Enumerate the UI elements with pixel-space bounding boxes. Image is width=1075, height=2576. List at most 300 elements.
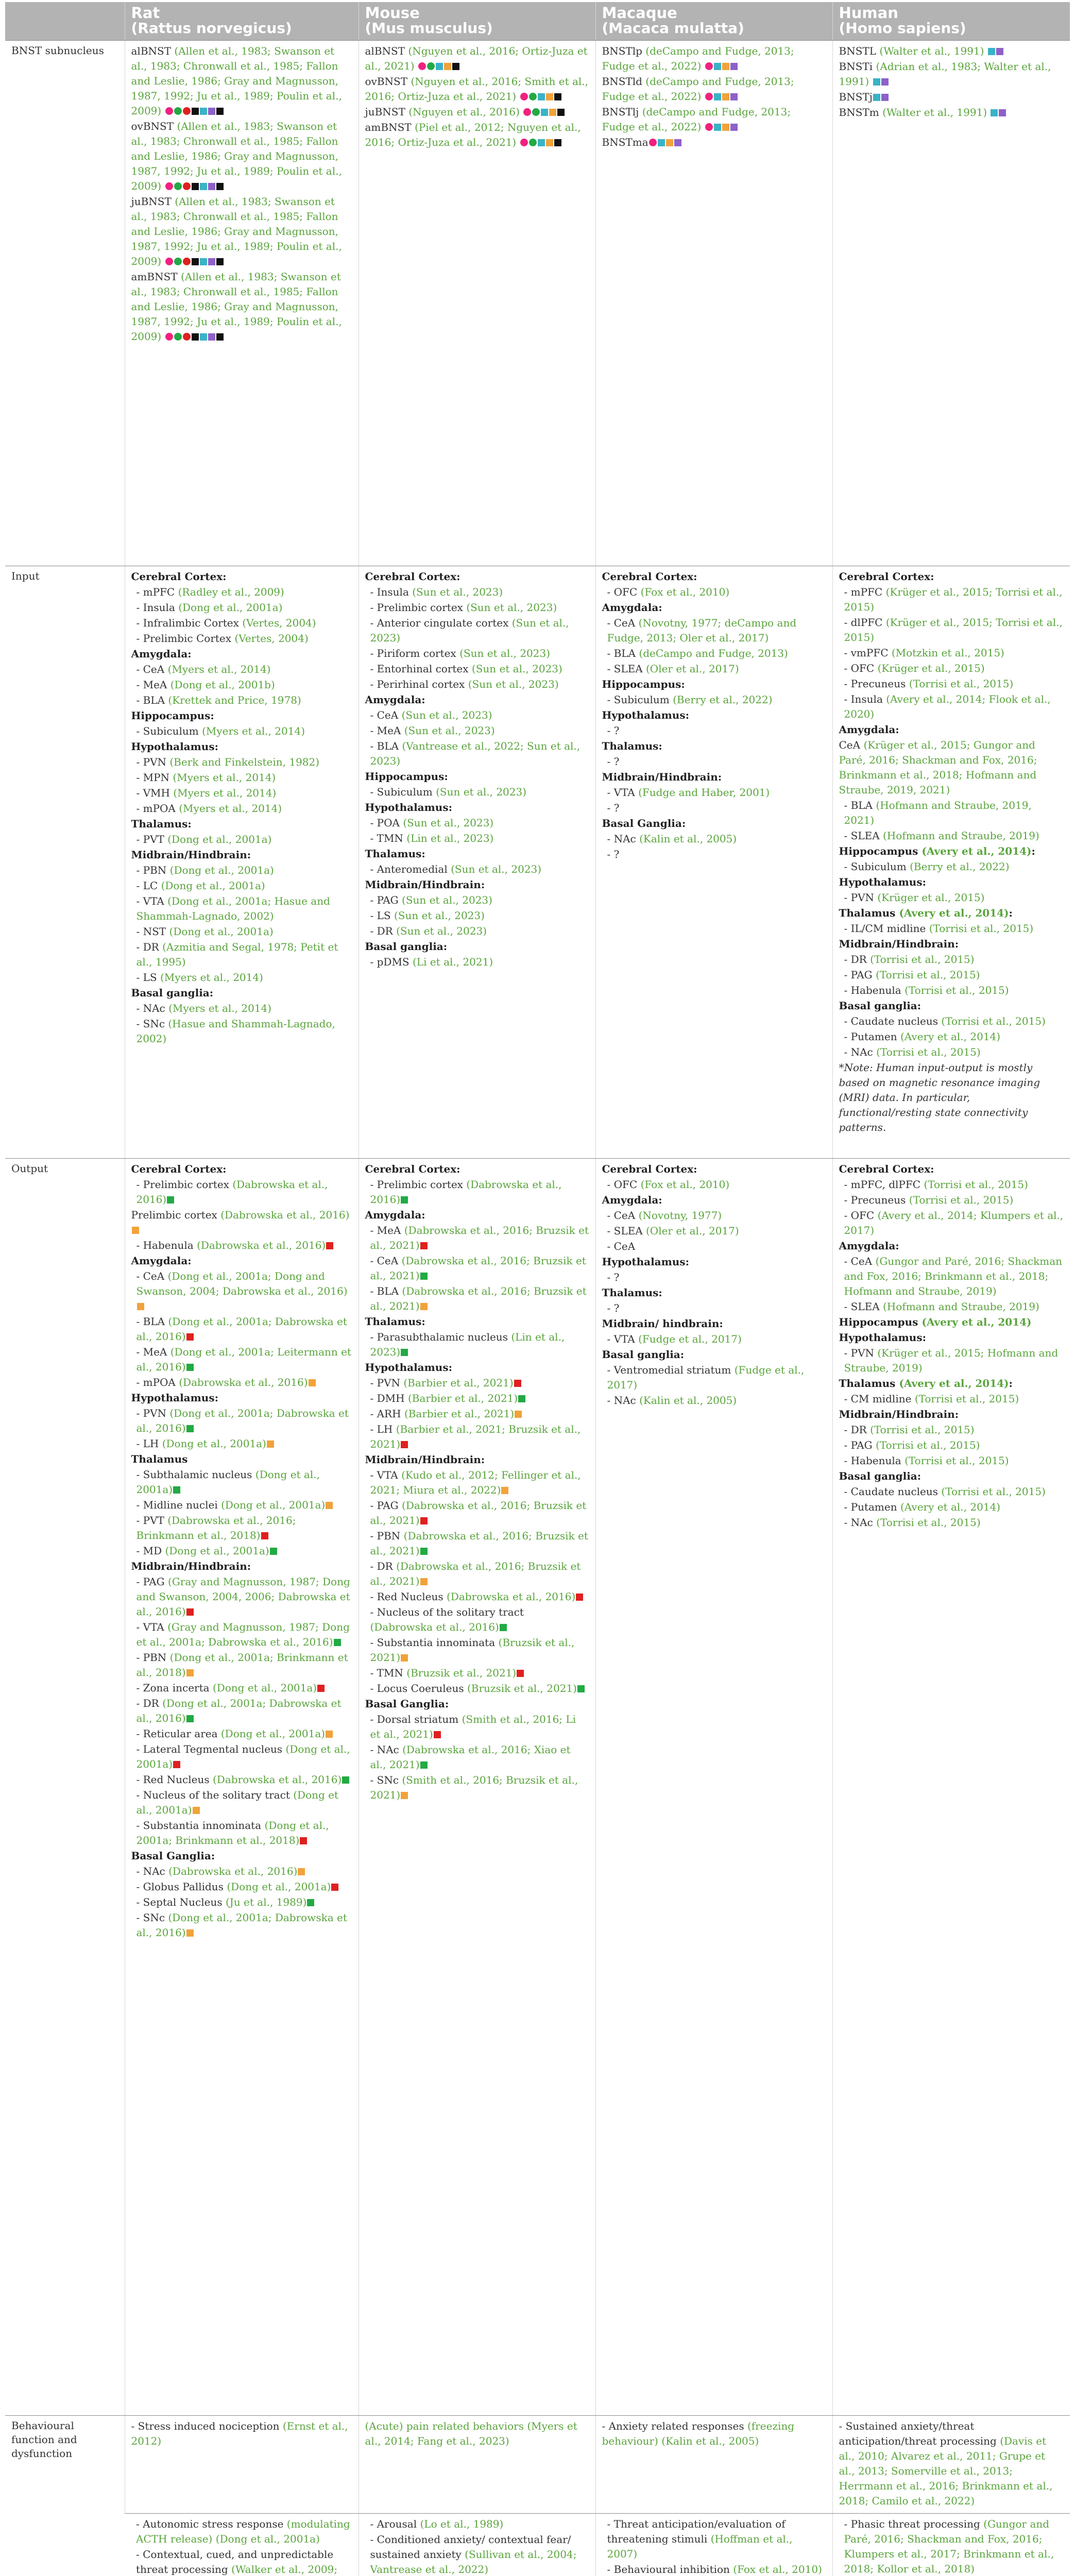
cell-marker — [183, 333, 191, 341]
entry-line: - Locus Coeruleus (Bruzsik et al., 2021) — [365, 1681, 589, 1696]
bnst-comparison-table — [5, 2, 1070, 2576]
entry-line: - Subiculum (Sun et al., 2023) — [370, 785, 527, 798]
entry-line: - Subiculum (Myers et al., 2014) — [136, 724, 305, 737]
entry-line: Midbrain/Hindbrain: — [131, 848, 251, 861]
entry-line: - MeA (Sun et al., 2023) — [370, 724, 495, 737]
entry-line: *Note: Human input-output is mostly based on magnetic resonance imaging (MRI) data. In particular, functional/resting state connectivity patterns. — [839, 1061, 1040, 1133]
nt-marker — [514, 1380, 521, 1387]
cell-marker — [165, 182, 173, 190]
entry-line: - BLA (Dong et al., 2001a; Dabrowska et al., 2016) — [136, 1315, 347, 1343]
entry-line: - Lateral Tegmental nucleus (Dong et al., 2001a) — [136, 1742, 350, 1770]
nt-marker — [401, 1654, 408, 1662]
entry-line: - CeA — [607, 1240, 636, 1252]
entry-line: - ? — [607, 755, 620, 768]
entry-line: - Subiculum (Berry et al., 2022) — [844, 860, 1010, 873]
entry-line: - DMH (Barbier et al., 2021) — [365, 1391, 589, 1406]
entry-line: - Habenula (Torrisi et al., 2015) — [844, 984, 1009, 996]
cell-marker — [216, 333, 224, 341]
cell-marker — [991, 109, 998, 116]
entry-line: - Reticular area (Dong et al., 2001a) — [131, 1726, 352, 1741]
entry-line: - mPOA (Dabrowska et al., 2016) — [131, 1375, 352, 1390]
cell-beh1-macaque — [595, 2415, 832, 2513]
cell-marker — [705, 93, 713, 100]
row-input — [5, 566, 1070, 1158]
entry-line: - Infralimbic Cortex (Vertes, 2004) — [136, 616, 316, 629]
nt-marker — [401, 1196, 408, 1204]
header-mouse-label: Mouse — [365, 4, 420, 22]
cell-marker — [200, 333, 207, 341]
entry-line: Amygdala: — [839, 723, 899, 736]
cell-marker — [174, 258, 182, 265]
header-row — [5, 2, 1070, 40]
nt-marker — [326, 1242, 333, 1249]
nt-marker — [298, 1868, 305, 1875]
cell-marker — [538, 93, 545, 100]
cell-marker — [541, 109, 548, 116]
entry-line: - mPFC, dlPFC (Torrisi et al., 2015) — [844, 1178, 1028, 1191]
entry-line: - SLEA (Hofmann and Straube, 2019) — [844, 829, 1039, 842]
entry-line: - PBN (Dabrowska et al., 2016; Bruzsik et al., 2021) — [370, 1529, 588, 1557]
subnucleus-entry: BNSTL (Walter et al., 1991) — [839, 44, 1064, 59]
cell-beh2-human — [832, 2513, 1070, 2576]
cell-marker — [427, 62, 435, 70]
subnucleus-entry: amBNST (Allen et al., 1983; Swanson et al., 1983; Chronwall et al., 1985; Fallon and Leslie, 1986; Gray and Magnusson, 1987, 1992; Ju et al., 1989; Poulin et al., 2009) — [131, 270, 342, 343]
entry-line: - Ventromedial striatum (Fudge et al., 2017) — [607, 1363, 805, 1391]
entry-line: Basal ganglia: — [365, 940, 448, 953]
entry-line: - Behavioural inhibition (Fox et al., 2010) — [607, 2563, 822, 2575]
cell-marker — [216, 183, 224, 190]
header-rat-label: Rat — [131, 4, 160, 22]
cell-marker — [165, 258, 173, 265]
nt-marker — [577, 1685, 585, 1692]
entry-line: - VTA (Fudge et al., 2017) — [607, 1332, 742, 1345]
entry-line: - PBN (Dong et al., 2001a) — [136, 863, 274, 876]
nt-marker — [434, 1731, 441, 1738]
entry-line: Basal ganglia: — [839, 999, 922, 1012]
entry-line: - PAG (Torrisi et al., 2015) — [844, 1438, 980, 1451]
cell-marker — [722, 93, 729, 100]
entry-line: Thalamus: — [602, 739, 662, 752]
entry-line: Hypothalamus: — [602, 1255, 689, 1268]
nt-marker — [186, 1608, 194, 1616]
cell-marker — [674, 139, 681, 146]
cell-marker — [165, 333, 173, 341]
cell-sub-macaque — [595, 40, 832, 566]
entry-line: - Precuneus (Torrisi et al., 2015) — [844, 677, 1014, 690]
entry-line: - DR (Dong et al., 2001a; Dabrowska et al., 2016) — [136, 1697, 342, 1724]
entry-line: - CeA (Dabrowska et al., 2016; Bruzsik et al., 2021) — [370, 1254, 586, 1282]
entry-line: - CM midline (Torrisi et al., 2015) — [844, 1392, 1019, 1405]
subnucleus-entry: BNSTi (Adrian et al., 1983; Walter et al., 1991) — [839, 60, 1051, 88]
entry-line: - ? — [607, 1270, 620, 1283]
entry-line: - PBN (Dong et al., 2001a; Brinkmann et al., 2018) — [136, 1651, 348, 1679]
entry-line: Midbrain/Hindbrain: — [839, 937, 959, 950]
cell-beh2-rat — [125, 2513, 359, 2576]
entry-line: - Septal Nucleus (Ju et al., 1989) — [131, 1895, 352, 1910]
subnucleus-entry: amBNST (Piel et al., 2012; Nguyen et al., 2016; Ortiz-Juza et al., 2021) — [365, 121, 581, 148]
cell-marker — [529, 93, 537, 100]
entry-line: Thalamus: — [365, 847, 425, 860]
header-human-label: Human — [839, 4, 898, 22]
entry-line: - NAc (Kalin et al., 2005) — [607, 1394, 737, 1406]
entry-line: Basal ganglia: — [131, 986, 214, 999]
cell-marker — [523, 108, 531, 116]
entry-line: - Caudate nucleus (Torrisi et al., 2015) — [844, 1485, 1046, 1498]
cell-beh1-human — [832, 2415, 1070, 2513]
cell-marker — [208, 258, 215, 265]
entry-line: - MPN (Myers et al., 2014) — [136, 771, 276, 784]
entry-line: Amygdala: — [602, 1193, 662, 1206]
cell-sub-human — [832, 40, 1070, 566]
entry-line: - PVN (Krüger et al., 2015) — [844, 891, 985, 904]
entry-line: Thalamus (Avery et al., 2014): — [839, 906, 1013, 919]
nt-marker — [307, 1899, 314, 1906]
entry-line: Hippocampus: — [365, 770, 448, 783]
entry-line: - SLEA (Oler et al., 2017) — [607, 662, 739, 675]
entry-line: Midbrain/ hindbrain: — [602, 1317, 723, 1330]
nt-marker — [137, 1303, 144, 1310]
entry-line: Basal Ganglia: — [602, 817, 686, 829]
entry-line: Amygdala: — [131, 1254, 192, 1267]
nt-marker — [132, 1227, 139, 1234]
entry-line: - LC (Dong et al., 2001a) — [136, 879, 265, 892]
entry-line: - CeA (Dong et al., 2001a; Dong and Swanson, 2004; Dabrowska et al., 2016) — [131, 1269, 352, 1314]
entry-line: Hypothalamus: — [365, 801, 452, 814]
entry-line: Hippocampus (Avery et al., 2014): — [839, 844, 1035, 857]
nt-marker — [326, 1731, 333, 1738]
row-behaviour — [5, 2415, 1070, 2513]
entry-line: Cerebral Cortex: — [839, 1162, 934, 1175]
subnucleus-entry: BNSTlp (deCampo and Fudge, 2013; Fudge et al., 2022) — [602, 44, 794, 72]
cell-output-human — [832, 1158, 1070, 2415]
table-wrapper — [5, 2, 1070, 2576]
entry-line: Basal Ganglia: — [365, 1697, 449, 1710]
cell-input-mouse — [359, 566, 595, 1158]
entry-line: Hypothalamus: — [131, 1391, 218, 1404]
entry-line: - Prelimbic cortex (Dabrowska et al., 2016) — [370, 1178, 562, 1206]
entry-line: - Insula (Dong et al., 2001a) — [136, 601, 283, 614]
cell-marker — [873, 94, 880, 101]
entry-line: - CeA (Myers et al., 2014) — [136, 663, 271, 675]
entry-line: - SNc (Hasue and Shammah-Lagnado, 2002) — [136, 1017, 335, 1045]
entry-line: Cerebral Cortex: — [131, 570, 227, 583]
nt-marker — [420, 1761, 428, 1769]
cell-marker — [714, 93, 721, 100]
entry-line: - PAG (Torrisi et al., 2015) — [844, 968, 980, 981]
nt-marker — [500, 1624, 507, 1631]
entry-line: - Insula (Avery et al., 2014; Flook et al., 2020) — [844, 692, 1051, 720]
entry-line: - SNc (Dong et al., 2001a; Dabrowska et al., 2016) — [136, 1911, 347, 1939]
entry-line: - SNc (Smith et al., 2016; Bruzsik et al., 2021) — [370, 1773, 578, 1801]
entry-line: - OFC (Krüger et al., 2015) — [844, 662, 985, 674]
nt-marker — [420, 1548, 428, 1555]
entry-line: - MeA (Dong et al., 2001a; Leitermann et al., 2016) — [136, 1345, 352, 1373]
subnucleus-entry: ovBNST (Allen et al., 1983; Swanson et al., 1983; Chronwall et al., 1985; Fallon and Leslie, 1986; Gray and Magnusson, 1987, 1992; Ju et al., 1989; Poulin et al., 2009) — [131, 120, 342, 192]
cell-input-rat — [125, 566, 359, 1158]
entry-line: - Substantia innominata (Dong et al., 2001a; Brinkmann et al., 2018) — [136, 1819, 329, 1846]
cell-marker — [649, 139, 657, 146]
entry-line: - mPOA (Myers et al., 2014) — [136, 802, 282, 815]
nt-marker — [186, 1364, 194, 1371]
entry-line: - DR (Torrisi et al., 2015) — [844, 953, 975, 965]
entry-line: - Conditioned anxiety/ contextual fear/ sustained anxiety (Sullivan et al., 2004; Vantrease et al., 2022) — [370, 2533, 577, 2575]
cell-marker — [208, 108, 215, 115]
cell-input-macaque — [595, 566, 832, 1158]
nt-marker — [420, 1242, 428, 1249]
entry-line: - Dorsal striatum (Smith et al., 2016; Li et al., 2021) — [370, 1713, 576, 1740]
entry-line: - PAG (Gray and Magnusson, 1987; Dong and Swanson, 2004, 2006; Dabrowska et al., 2016) — [136, 1575, 350, 1618]
entry-line: - Red Nucleus (Dabrowska et al., 2016) — [131, 1772, 352, 1787]
entry-line: Amygdala: — [131, 647, 192, 660]
nt-marker — [401, 1349, 408, 1356]
row-subnucleus — [5, 40, 1070, 566]
entry-line: - Midline nuclei (Dong et al., 2001a) — [131, 1498, 352, 1513]
cell-input-human — [832, 566, 1070, 1158]
entry-line: Amygdala: — [839, 1239, 899, 1252]
entry-line: Basal ganglia: — [839, 1469, 922, 1482]
nt-marker — [270, 1548, 277, 1555]
entry-line: - Habenula (Torrisi et al., 2015) — [844, 1454, 1009, 1467]
entry-line: - Anterior cingulate cortex (Sun et al., 2023) — [370, 616, 569, 644]
nt-marker — [420, 1303, 428, 1310]
entry-line: - PVN (Berk and Finkelstein, 1982) — [136, 755, 320, 768]
header-macaque — [595, 2, 832, 40]
cell-marker — [444, 63, 451, 70]
entry-line: - Insula (Sun et al., 2023) — [370, 585, 503, 598]
header-corner — [5, 2, 125, 40]
entry-line: - Nucleus of the solitary tract (Dabrowska et al., 2016) — [370, 1605, 524, 1633]
cell-marker — [216, 108, 224, 115]
cell-marker — [881, 94, 889, 101]
nt-marker — [186, 1929, 194, 1937]
header-rat — [125, 2, 359, 40]
entry-line: Midbrain/Hindbrain: — [839, 1408, 959, 1420]
cell-marker — [192, 333, 199, 341]
entry-line: - PVN (Barbier et al., 2021) — [365, 1376, 589, 1391]
entry-line: - VMH (Myers et al., 2014) — [136, 786, 277, 799]
entry-line: - Threat anticipation/evaluation of threatening stimuli (Hoffman et al., 2007) — [607, 2517, 793, 2560]
cell-marker — [192, 258, 199, 265]
entry-line: Thalamus: — [365, 1315, 425, 1328]
subnucleus-entry: ovBNST (Nguyen et al., 2016; Smith et al., 2016; Ortiz-Juza et al., 2021) — [365, 75, 589, 103]
entry-line: - IL/CM midline (Torrisi et al., 2015) — [844, 922, 1034, 935]
entry-line: - CeA (Novotny, 1977; deCampo and Fudge, 2013; Oler et al., 2017) — [607, 616, 797, 644]
nt-marker — [420, 1517, 428, 1524]
cell-beh2-macaque — [595, 2513, 832, 2576]
row-output — [5, 1158, 1070, 2415]
entry-line: - Perirhinal cortex (Sun et al., 2023) — [370, 677, 559, 690]
header-human-species: (Homo sapiens) — [839, 20, 966, 37]
entry-line: - LH (Dong et al., 2001a) — [131, 1436, 352, 1451]
entry-line: - ? — [607, 724, 620, 737]
entry-line: Midbrain/Hindbrain: — [365, 1453, 485, 1466]
entry-line: - NAc (Kalin et al., 2005) — [607, 832, 737, 845]
entry-line: - PVT (Dong et al., 2001a) — [136, 833, 272, 845]
subnucleus-entry: juBNST (Allen et al., 1983; Swanson et al., 1983; Chronwall et al., 1985; Fallon and Leslie, 1986; Gray and Magnusson, 1987, 1992; Ju et al., 1989; Poulin et al., 2009) — [131, 195, 342, 267]
cell-sub-mouse — [359, 40, 595, 566]
cell-marker — [174, 182, 182, 190]
entry-line: - Caudate nucleus (Torrisi et al., 2015) — [844, 1014, 1046, 1027]
cell-marker — [192, 183, 199, 190]
nt-marker — [420, 1578, 428, 1585]
nt-marker — [173, 1761, 180, 1768]
entry-line: - MeA (Dong et al., 2001b) — [136, 678, 275, 691]
entry-line: - Phasic threat processing (Gungor and Paré, 2016; Shackman and Fox, 2016; Klumpers et al., 2017; Brinkmann et al., 2018; Kollor et al., 2018) — [844, 2517, 1054, 2575]
entry-line: - Substantia innominata (Bruzsik et al., 2021) — [370, 1636, 575, 1664]
cell-marker — [208, 183, 215, 190]
cell-marker — [183, 258, 191, 265]
nt-marker — [576, 1594, 583, 1601]
entry-line: - pDMS (Li et al., 2021) — [370, 955, 493, 968]
entry-line: - ? — [607, 801, 620, 814]
entry-line: - LH (Barbier et al., 2021; Bruzsik et al., 2021) — [370, 1422, 581, 1450]
cell-marker — [192, 108, 199, 115]
nt-marker — [309, 1379, 316, 1386]
entry-line: - Contextual, cued, and unpredictable threat processing (Walker et al., 2009; — [136, 2548, 338, 2575]
cell-marker — [730, 63, 738, 70]
entry-line: Hypothalamus: — [839, 875, 926, 888]
nt-marker — [515, 1411, 522, 1418]
cell-marker — [705, 62, 713, 70]
nt-marker — [267, 1440, 274, 1448]
behaviour-entry: - Stress induced nociception (Ernst et al., 2012) — [131, 2419, 348, 2447]
cell-marker — [216, 258, 224, 265]
entry-line: Hippocampus (Avery et al., 2014) — [839, 1315, 1032, 1328]
entry-line: Cerebral Cortex: — [602, 1162, 697, 1175]
cell-marker — [714, 63, 721, 70]
entry-line: - LS (Myers et al., 2014) — [136, 971, 263, 984]
entry-line: - BLA (deCampo and Fudge, 2013) — [607, 647, 788, 659]
behaviour-entry: - Anxiety related responses (freezing behaviour) (Kalin et al., 2005) — [602, 2419, 795, 2447]
entry-line: - Parasubthalamic nucleus (Lin et al., 2023) — [370, 1330, 565, 1358]
entry-line: - Habenula (Dabrowska et al., 2016) — [131, 1238, 352, 1253]
nt-marker — [173, 1486, 180, 1494]
entry-line: Thalamus: — [131, 817, 192, 830]
entry-line: Amygdala: — [365, 1208, 425, 1221]
cell-marker — [730, 124, 738, 131]
entry-line: - Anteromedial (Sun et al., 2023) — [370, 862, 542, 875]
nt-marker — [326, 1502, 333, 1509]
entry-line: - OFC (Fox et al., 2010) — [607, 585, 730, 598]
row-label-behaviour: Behavioural function and dysfunction — [5, 2415, 125, 2576]
entry-line: Hypothalamus: — [602, 708, 689, 721]
subnucleus-entry: BNSTlj (deCampo and Fudge, 2013; Fudge et al., 2022) — [602, 105, 791, 133]
entry-line: - MeA (Dabrowska et al., 2016; Bruzsik et al., 2021) — [370, 1224, 589, 1251]
cell-marker — [722, 124, 729, 131]
subnucleus-entry: BNSTma — [602, 135, 826, 150]
entry-line: - ARH (Barbier et al., 2021) — [365, 1406, 589, 1421]
entry-line: Cerebral Cortex: — [365, 570, 460, 583]
entry-line: - VTA (Dong et al., 2001a; Hasue and Shammah-Lagnado, 2002) — [136, 894, 330, 922]
entry-line: - BLA (Vantrease et al., 2022; Sun et al., 2023) — [370, 739, 581, 767]
entry-line: Basal ganglia: — [602, 1348, 685, 1361]
entry-line: - ? — [607, 848, 620, 860]
behaviour-entry: (Acute) pain related behaviors (Myers et al., 2014; Fang et al., 2023) — [365, 2419, 577, 2447]
cell-marker — [529, 139, 537, 146]
cell-beh2-mouse — [359, 2513, 595, 2576]
cell-marker — [200, 108, 207, 115]
entry-line: - Prelimbic cortex (Sun et al., 2023) — [370, 601, 557, 614]
cell-marker — [999, 109, 1006, 116]
entry-line: - Red Nucleus (Dabrowska et al., 2016) — [365, 1589, 589, 1604]
entry-line: - OFC (Avery et al., 2014; Klumpers et al., 2017) — [844, 1209, 1064, 1236]
cell-marker — [174, 107, 182, 115]
cell-output-rat — [125, 1158, 359, 2415]
entry-line: - SLEA (Oler et al., 2017) — [607, 1224, 739, 1237]
subnucleus-entry: BNSTld (deCampo and Fudge, 2013; Fudge et al., 2022) — [602, 75, 794, 103]
cell-marker — [200, 258, 207, 265]
cell-marker — [538, 139, 545, 146]
entry-line: - PVT (Dabrowska et al., 2016; Brinkmann et al., 2018) — [136, 1514, 296, 1541]
entry-line: - PAG (Sun et al., 2023) — [370, 893, 492, 906]
nt-marker — [186, 1425, 194, 1432]
entry-line: - DR (Dabrowska et al., 2016; Bruzsik et al., 2021) — [370, 1560, 581, 1587]
cell-marker — [714, 124, 721, 131]
entry-line: - VTA (Fudge and Haber, 2001) — [607, 786, 770, 799]
entry-line: - DR (Azmitia and Segal, 1978; Petit et al., 1995) — [136, 940, 338, 968]
entry-line: - dlPFC (Krüger et al., 2015; Torrisi et al., 2015) — [844, 616, 1063, 643]
entry-line: - Zona incerta (Dong et al., 2001a) — [131, 1681, 352, 1696]
cell-marker — [881, 78, 889, 86]
cell-marker — [452, 63, 459, 70]
entry-line: Thalamus — [131, 1452, 188, 1465]
header-rat-species: (Rattus norvegicus) — [131, 20, 292, 37]
header-macaque-label: Macaque — [602, 4, 677, 22]
nt-marker — [334, 1639, 341, 1646]
entry-line: - TMN (Bruzsik et al., 2021) — [365, 1666, 589, 1681]
cell-marker — [722, 63, 729, 70]
cell-marker — [666, 139, 673, 146]
entry-line: - Subthalamic nucleus (Dong et al., 2001a) — [136, 1468, 320, 1496]
row-behaviour-2 — [5, 2513, 1070, 2576]
subnucleus-entry: juBNST (Nguyen et al., 2016) — [365, 105, 589, 120]
entry-line: Amygdala: — [365, 693, 425, 706]
entry-line: - Prelimbic cortex (Dabrowska et al., 2016) — [136, 1178, 328, 1206]
entry-line: Midbrain/Hindbrain: — [365, 878, 485, 891]
row-label-output: Output — [5, 1158, 125, 2415]
subnucleus-entry: alBNST (Allen et al., 1983; Swanson et al., 1983; Chronwall et al., 1985; Fallon and Leslie, 1986; Gray and Magnusson, 1987, 1992; Ju et al., 1989; Poulin et al., 2009) — [131, 44, 342, 117]
cell-marker — [532, 108, 540, 116]
entry-line: - NAc (Torrisi et al., 2015) — [844, 1516, 981, 1529]
entry-line: Amygdala: — [602, 601, 662, 614]
entry-line: - VTA (Gray and Magnusson, 1987; Dong et al., 2001a; Dabrowska et al., 2016) — [136, 1620, 350, 1648]
cell-marker — [546, 139, 553, 146]
cell-marker — [996, 48, 1003, 55]
entry-line: Midbrain/Hindbrain: — [131, 1560, 251, 1572]
entry-line: - CeA (Sun et al., 2023) — [370, 708, 492, 721]
entry-line: - DR (Torrisi et al., 2015) — [844, 1423, 975, 1436]
nt-marker — [331, 1884, 338, 1891]
cell-sub-rat — [125, 40, 359, 566]
cell-beh1-mouse — [359, 2415, 595, 2513]
entry-line: - Autonomic stress response (modulating ACTH release) (Dong et al., 2001a) — [136, 2517, 350, 2545]
entry-line: Cerebral Cortex: — [131, 1162, 227, 1175]
subnucleus-entry: alBNST (Nguyen et al., 2016; Ortiz-Juza et al., 2021) — [365, 44, 588, 72]
entry-line: - Nucleus of the solitary tract (Dong et al., 2001a) — [136, 1788, 339, 1816]
entry-line: - NAc (Myers et al., 2014) — [136, 1002, 272, 1014]
cell-output-macaque — [595, 1158, 832, 2415]
cell-marker — [200, 183, 207, 190]
entry-line: - BLA (Krettek and Price, 1978) — [136, 693, 301, 706]
nt-marker — [186, 1715, 194, 1722]
cell-marker — [546, 93, 553, 100]
cell-marker — [554, 139, 561, 146]
entry-line: - LS (Sun et al., 2023) — [370, 909, 485, 922]
cell-marker — [873, 78, 880, 86]
cell-marker — [557, 109, 565, 116]
entry-line: - BLA (Hofmann and Straube, 2019, 2021) — [844, 799, 1032, 826]
entry-line: - SLEA (Hofmann and Straube, 2019) — [844, 1300, 1039, 1313]
